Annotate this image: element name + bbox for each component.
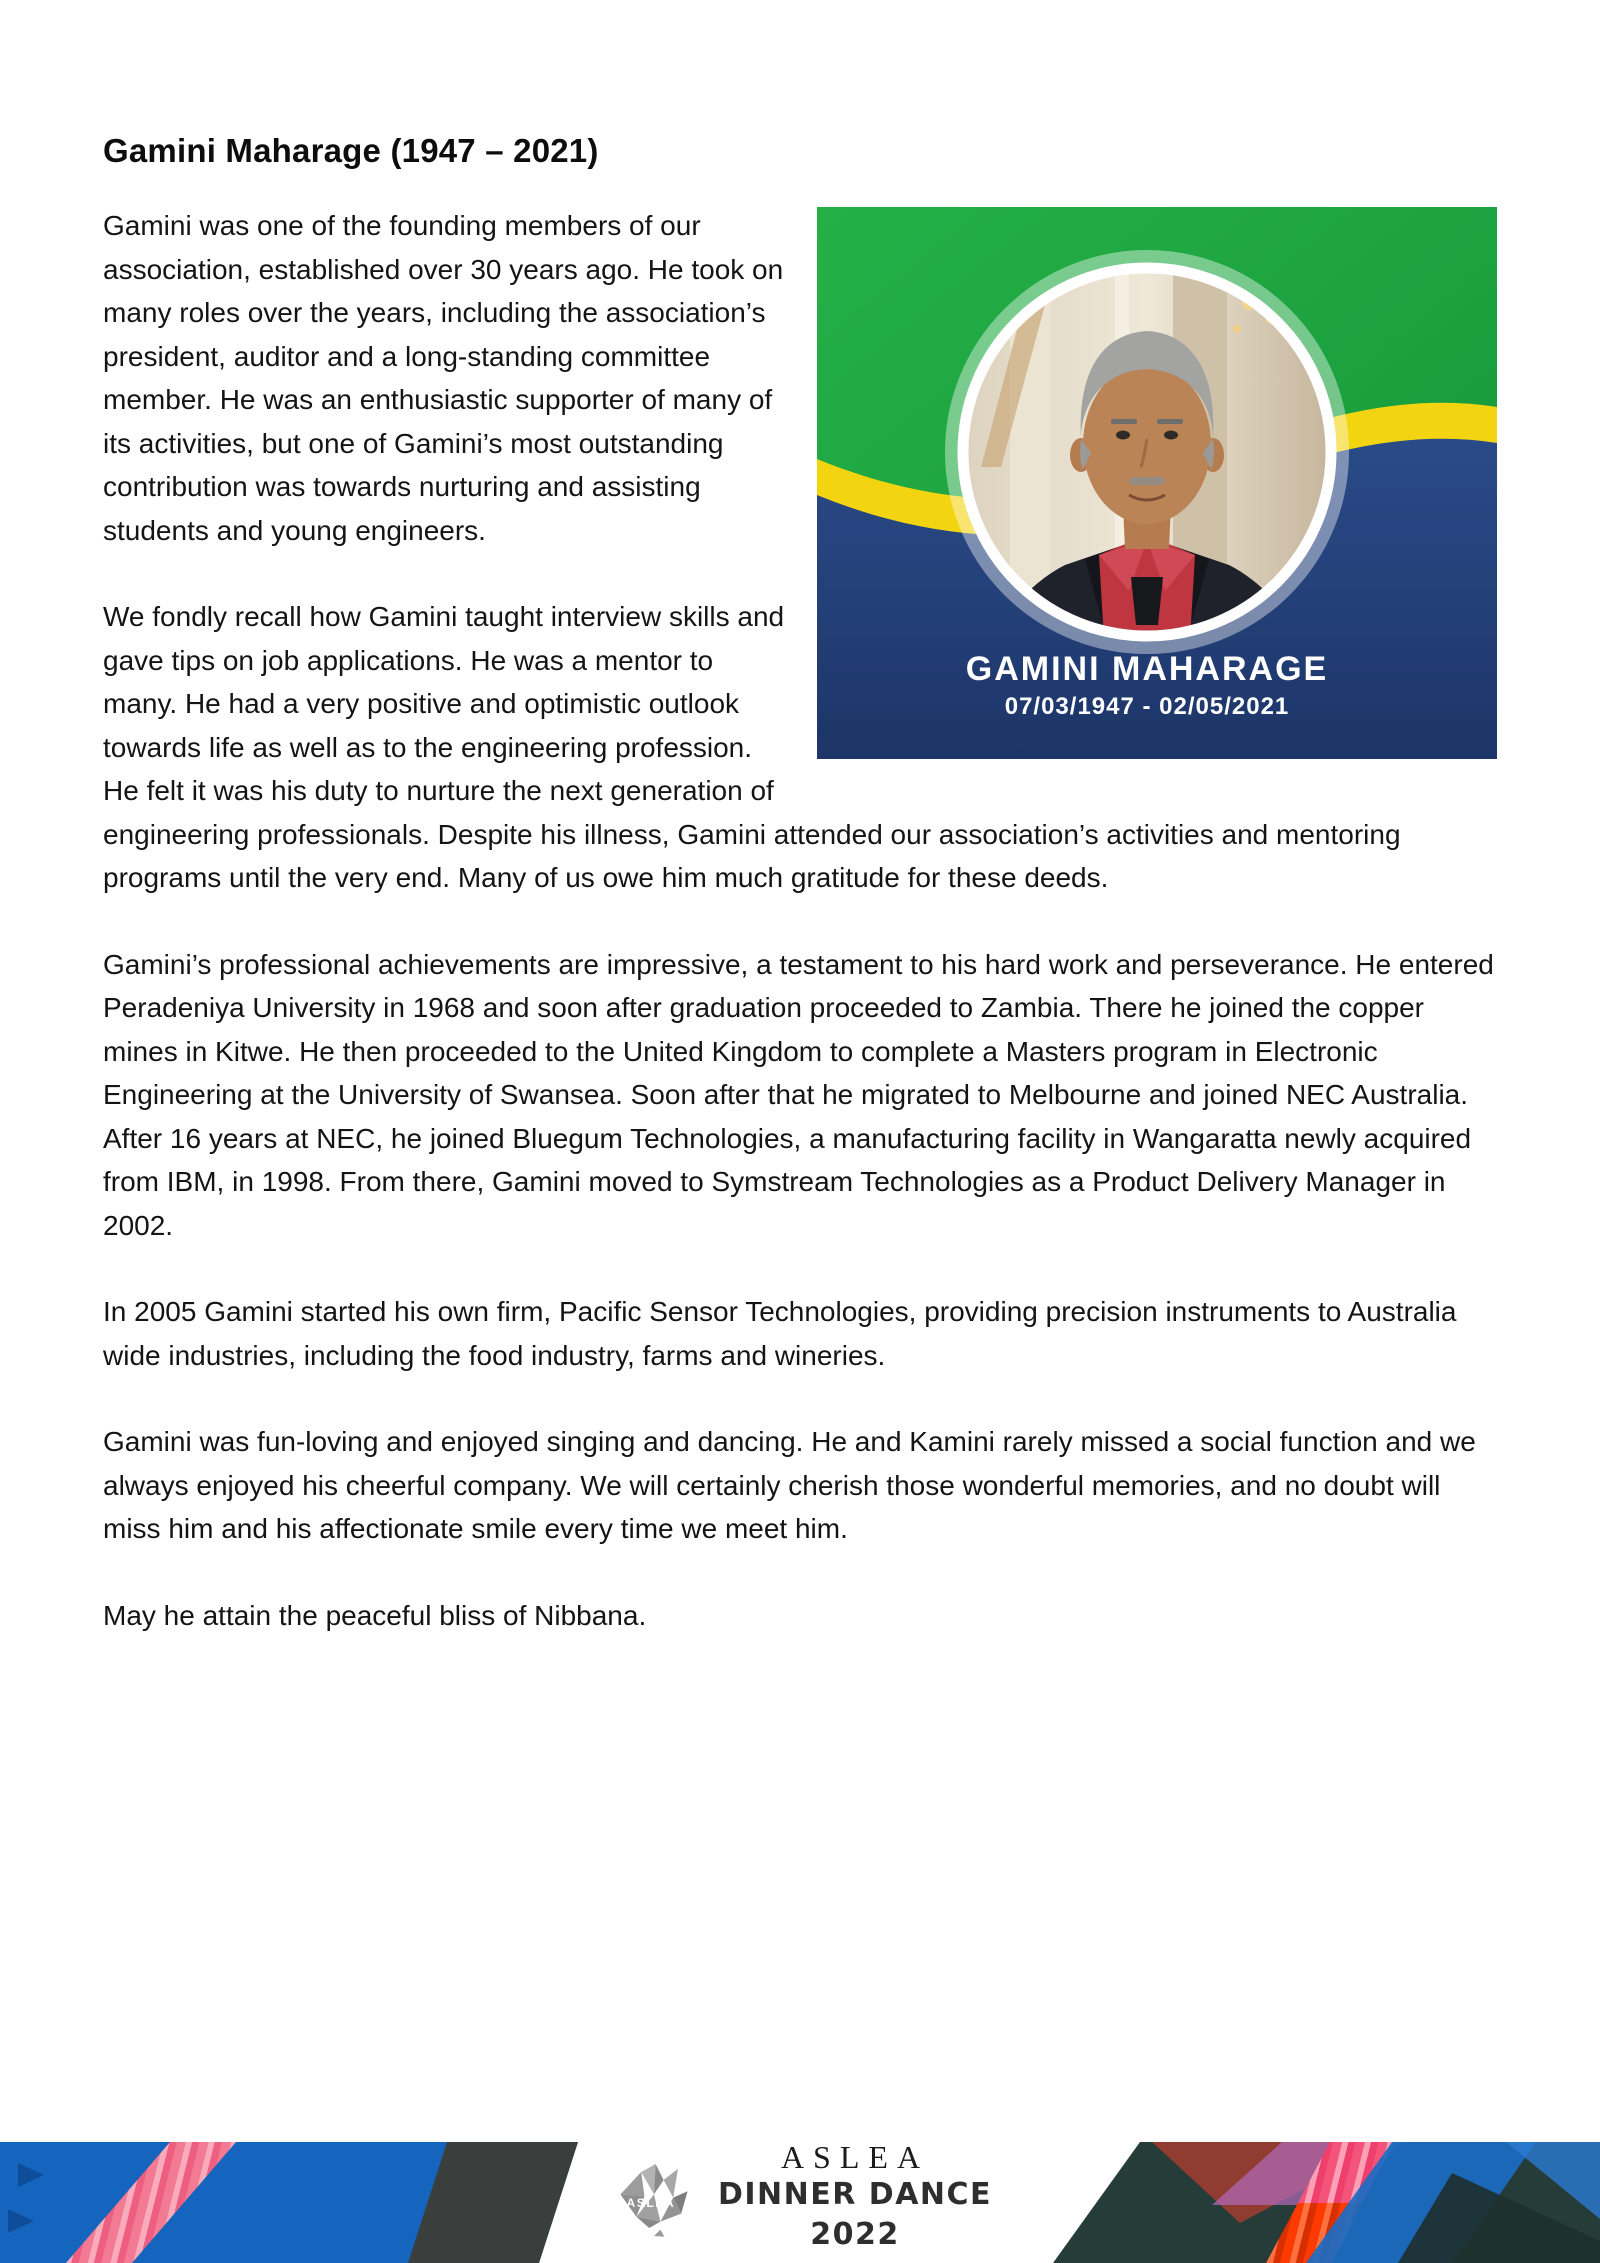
paragraph-5: Gamini was fun-loving and enjoyed singing and dancing. He and Kamini rarely missed a social function and we always enjoyed his cheerful company. We will certainly cherish those wonderful memories, and no doubt will miss him and his affectionate smile every time we meet him.: [103, 1426, 1476, 1544]
card-name: GAMINI MAHARAGE: [965, 650, 1329, 688]
footer-event-title: DINNER DANCE 2022: [717, 2177, 993, 2252]
paragraph-3: Gamini’s professional achievements are impressive, a testament to his hard work and perseverance. He entered Peradeniya University in 1968 and soon after graduation proceeded to Zambia. There he joined the copper mines in Kitwe. He then proceeded to the United Kingdom to complete a Masters program in Electronic Engineering at the University of Swansea. Soon after that he migrated to Melbourne and joined NEC Australia. After 16 years at NEC, he joined Bluegum Technologies, a manufacturing facility in Wangaratta newly acquired from IBM, in 1998. From there, Gamini moved to Symstream Technologies as a Product Delivery Manager in 2002.: [103, 948, 1494, 1241]
paragraph-2: We fondly recall how Gamini taught interview skills and gave tips on job applications. He was a mentor to many. He had a very positive and optimistic outlook towards life as well as to the engineering profession. He felt it was his duty to nurture the next generation of engineering professionals. Despite his illness, Gamini attended our association’s activities and mentoring programs until the very end. Many of us owe him much gratitude for these deeds.: [103, 601, 1401, 893]
card-dates: 07/03/1947 - 02/05/2021: [1004, 693, 1290, 720]
footer-text-block: [690, 2139, 1020, 2255]
aslea-logo: [614, 2157, 694, 2243]
paragraph-4: In 2005 Gamini started his own firm, Pacific Sensor Technologies, providing precision instruments to Australia wide industries, including the food industry, farms and wineries.: [103, 1296, 1457, 1371]
page-title: Gamini Maharage (1947 – 2021): [103, 132, 599, 169]
obituary-content: [103, 132, 1497, 1680]
memorial-card-graphic: [817, 207, 1497, 759]
paragraph-6: May he attain the peaceful bliss of Nibbana.: [103, 1599, 647, 1631]
footer-org-name: ASLEA: [780, 2139, 930, 2175]
footer-banner: [0, 2123, 1600, 2263]
memorial-card: [817, 207, 1497, 759]
body-text: [103, 204, 1497, 1637]
aslea-logo-text: ASLEA: [626, 2196, 676, 2211]
paragraph-1: Gamini was one of the founding members of our association, established over 30 years ago. He took on many roles over the years, including the association’s president, auditor and a long-standing committee member. He was an enthusiastic supporter of many of its activities, but one of Gamini’s most outstanding contribution was towards nurturing and assisting students and young engineers.: [103, 210, 784, 546]
